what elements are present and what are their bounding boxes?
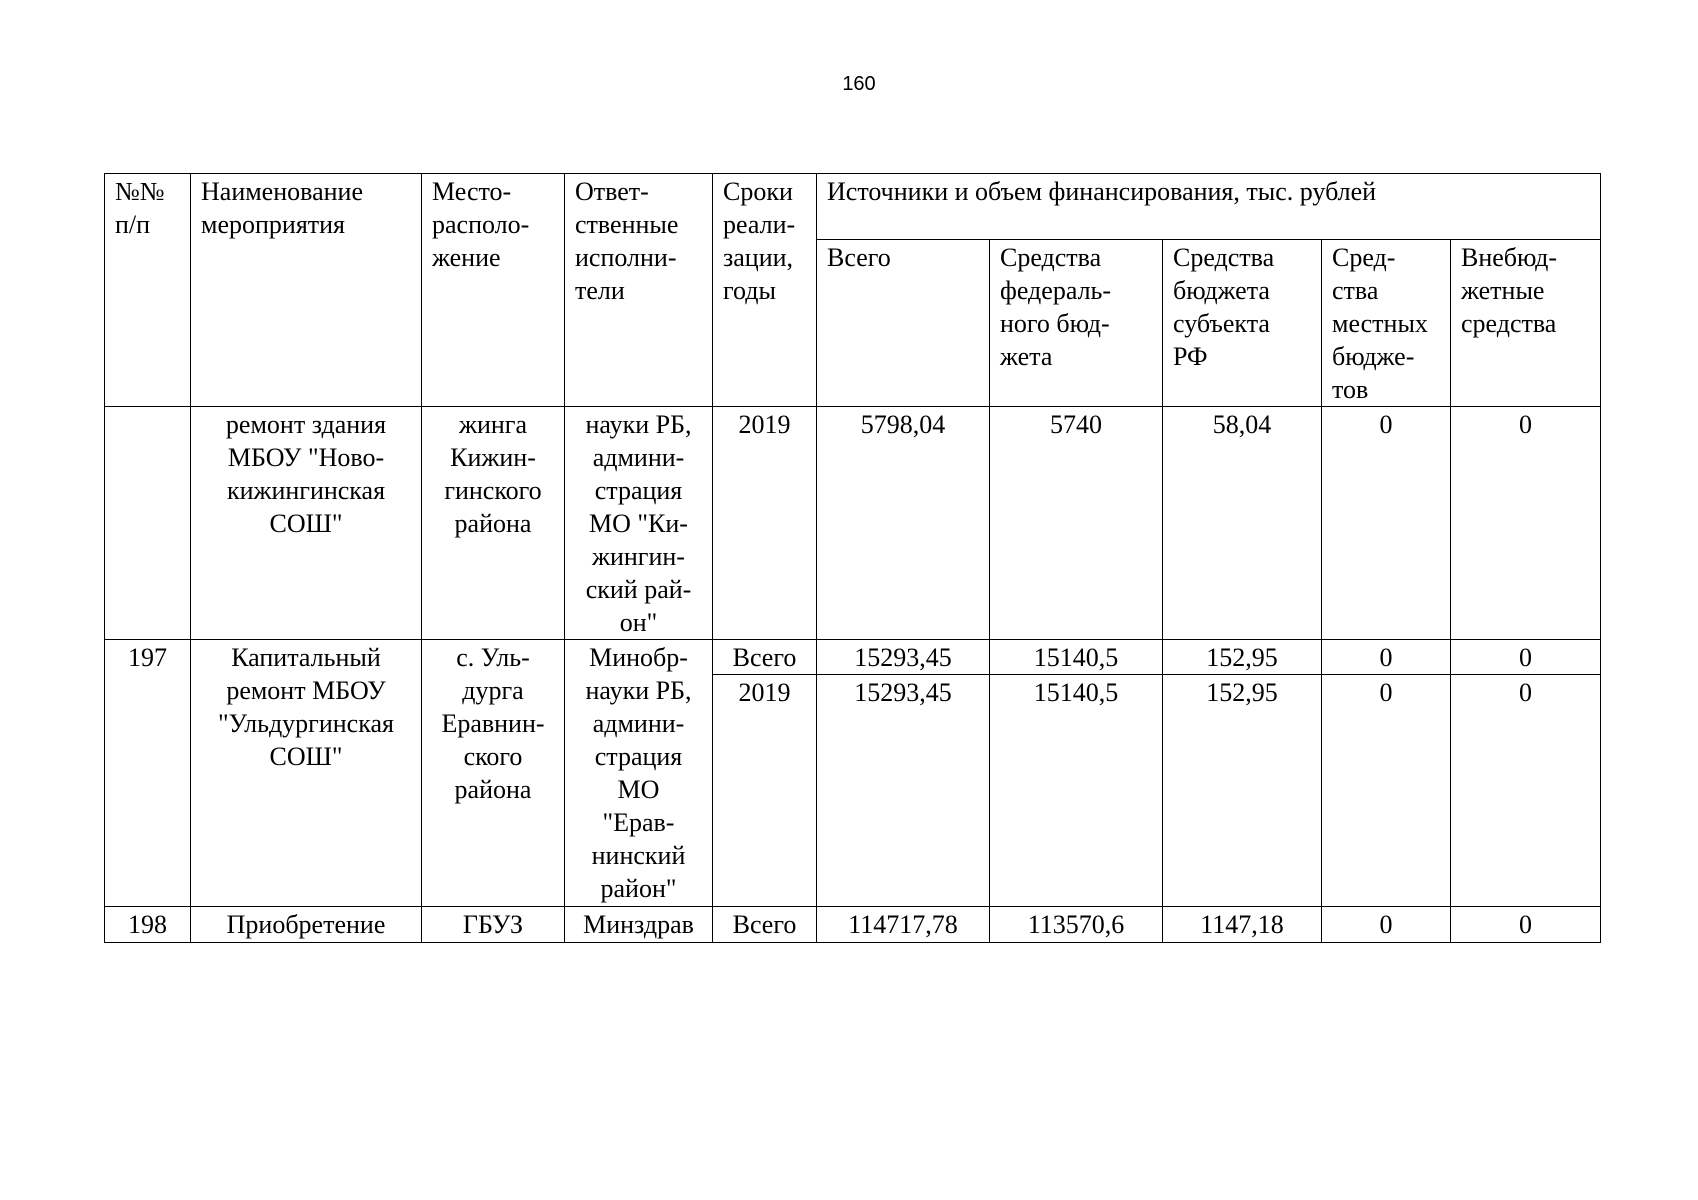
table-row (105, 407, 1601, 640)
row-197-location: с. Уль- дурга Еравнин- ского района (422, 640, 565, 907)
header-funding-group: Источники и объем финансирования, тыс. рублей (817, 174, 1601, 240)
header-federal: Средства федераль- ного бюд- жета (990, 240, 1163, 407)
row-197-local-2019: 0 (1322, 675, 1451, 907)
row-196-total: 5798,04 (817, 407, 990, 640)
row-197-extra-all: 0 (1451, 640, 1601, 675)
header-extra: Внебюд- жетные средства (1451, 240, 1601, 407)
row-197-executors: Минобр- науки РБ, админи- страция МО "Ерав- нинский район" (565, 640, 713, 907)
row-198-total: 114717,78 (817, 907, 990, 943)
header-regional: Средства бюджета субъекта РФ (1163, 240, 1322, 407)
row-197-total-2019: 15293,45 (817, 675, 990, 907)
row-196-period: 2019 (713, 407, 817, 640)
row-198-name: Приобретение (191, 907, 422, 943)
header-name: Наименование мероприятия (191, 174, 422, 407)
row-197-regional-2019: 152,95 (1163, 675, 1322, 907)
row-197-local-all: 0 (1322, 640, 1451, 675)
financing-table (104, 173, 1601, 943)
row-196-extra: 0 (1451, 407, 1601, 640)
row-198-local: 0 (1322, 907, 1451, 943)
table-row (105, 640, 1601, 675)
row-197-extra-2019: 0 (1451, 675, 1601, 907)
row-197-federal-all: 15140,5 (990, 640, 1163, 675)
row-196-local: 0 (1322, 407, 1451, 640)
row-197-regional-all: 152,95 (1163, 640, 1322, 675)
header-period: Сроки реали- зации, годы (713, 174, 817, 407)
row-198-executors: Минздрав (565, 907, 713, 943)
row-198-period: Всего (713, 907, 817, 943)
row-196-federal: 5740 (990, 407, 1163, 640)
header-local: Сред- ства местных бюдже- тов (1322, 240, 1451, 407)
row-198-num: 198 (105, 907, 191, 943)
row-197-num: 197 (105, 640, 191, 907)
row-196-regional: 58,04 (1163, 407, 1322, 640)
row-198-extra: 0 (1451, 907, 1601, 943)
row-196-location: жинга Кижин- гинского района (422, 407, 565, 640)
row-198-regional: 1147,18 (1163, 907, 1322, 943)
page-number: 160 (842, 73, 876, 95)
header-num: №№ п/п (105, 174, 191, 407)
row-196-num (105, 407, 191, 640)
row-197-total-all: 15293,45 (817, 640, 990, 675)
header-total: Всего (817, 240, 990, 407)
row-198-location: ГБУЗ (422, 907, 565, 943)
row-196-executors: науки РБ, админи- страция МО "Ки- жингин- ский рай- он" (565, 407, 713, 640)
row-198-federal: 113570,6 (990, 907, 1163, 943)
header-row-1 (105, 174, 1601, 240)
row-197-period-2019: 2019 (713, 675, 817, 907)
row-197-period-total: Всего (713, 640, 817, 675)
table-row (105, 907, 1601, 943)
row-197-name: Капитальный ремонт МБОУ "Ульдургинская СОШ" (191, 640, 422, 907)
row-196-name: ремонт здания МБОУ "Ново- кижингинская СОШ" (191, 407, 422, 640)
header-executors: Ответ- ственные исполни- тели (565, 174, 713, 407)
row-197-federal-2019: 15140,5 (990, 675, 1163, 907)
header-location: Место- располо- жение (422, 174, 565, 407)
